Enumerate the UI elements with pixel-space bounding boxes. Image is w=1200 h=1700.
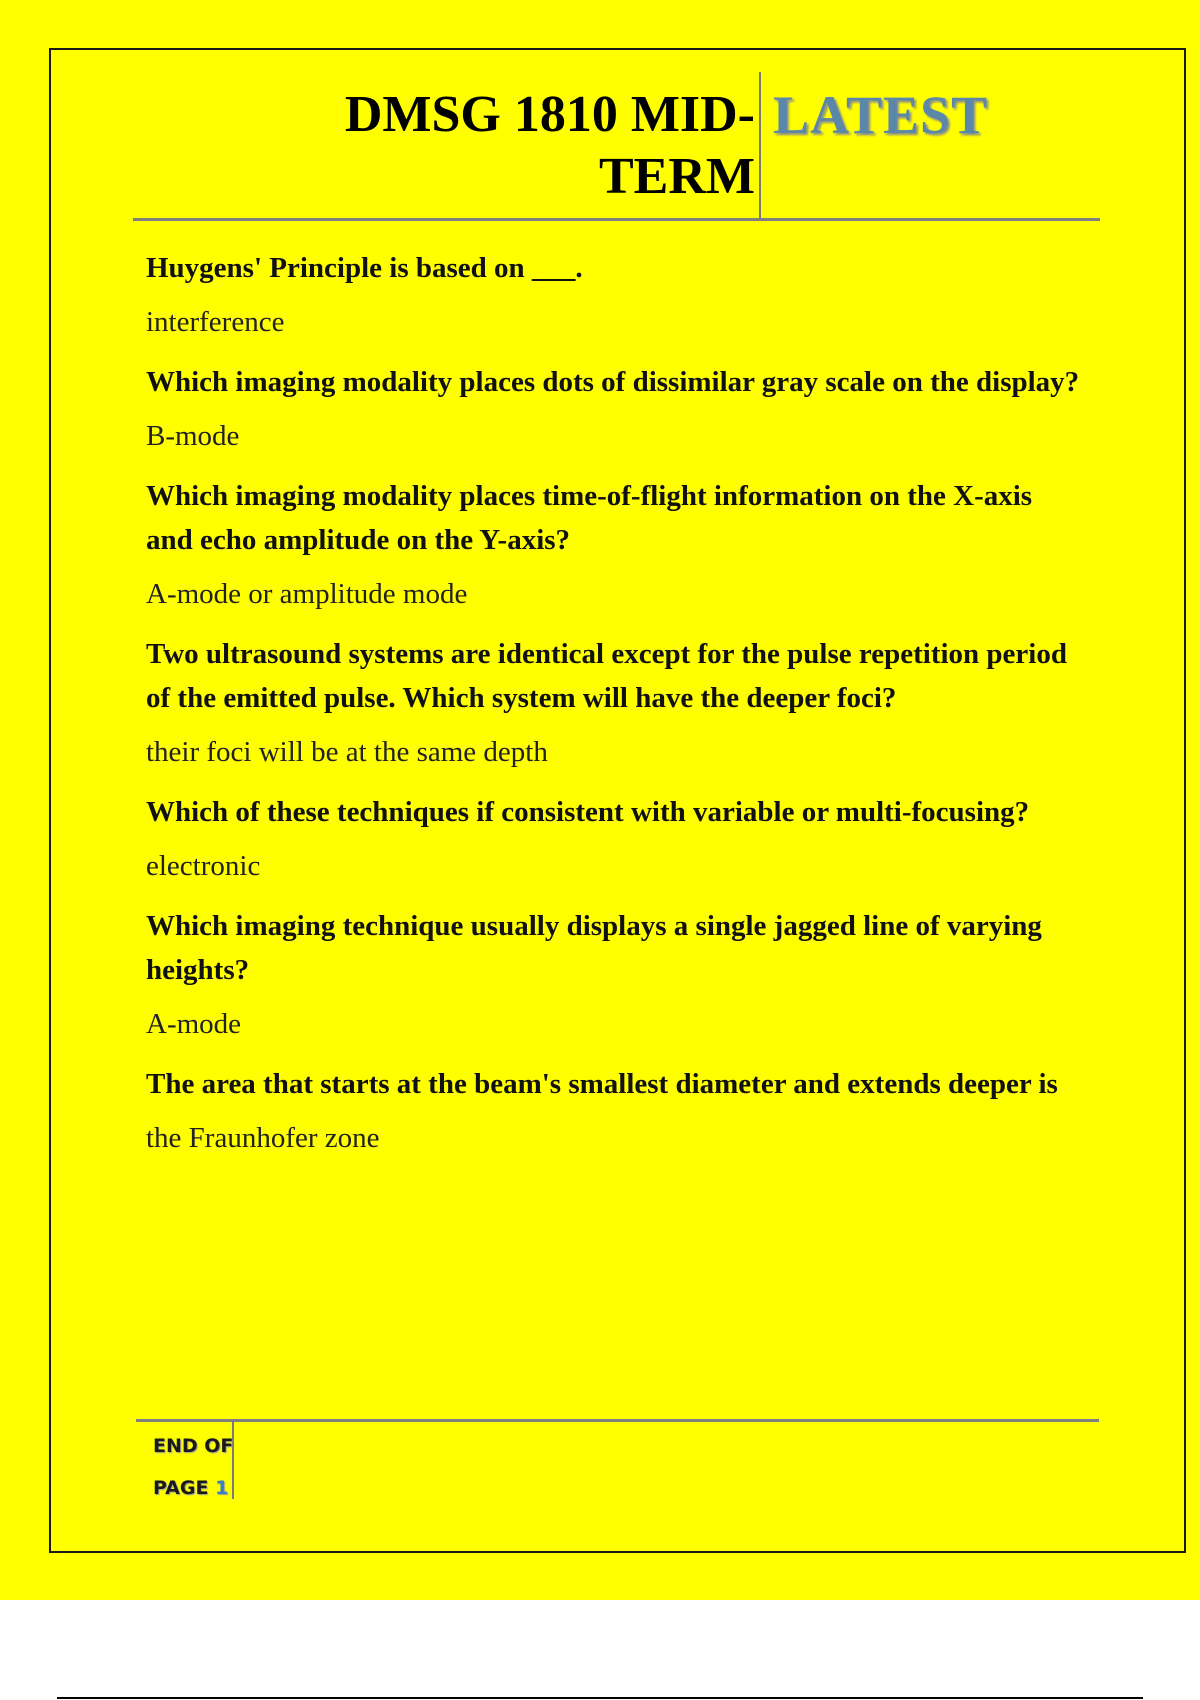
question: Huygens' Principle is based on ___. bbox=[146, 252, 583, 284]
footer-line-1: END OF bbox=[153, 1435, 234, 1457]
latest-badge: LATEST bbox=[773, 85, 989, 145]
question: Which imaging modality places time-of-flight information on the X-axis and echo amplitude on the Y-axis? bbox=[146, 480, 1033, 556]
question: Which imaging modality places dots of dissimilar gray scale on the display? bbox=[146, 366, 1080, 398]
qa-item bbox=[146, 904, 1086, 1042]
document-title bbox=[133, 84, 755, 208]
footer-line-2 bbox=[153, 1467, 233, 1509]
qa-item bbox=[146, 632, 1086, 770]
footer-rule bbox=[136, 1419, 1099, 1422]
question: Which imaging technique usually displays a single jagged line of varying heights? bbox=[146, 910, 1042, 986]
answer: electronic bbox=[146, 850, 261, 882]
qa-item bbox=[146, 360, 1086, 454]
qa-item bbox=[146, 246, 1086, 340]
qa-item bbox=[146, 790, 1086, 884]
page-footer bbox=[153, 1425, 233, 1509]
question: The area that starts at the beam's smallest diameter and extends deeper is bbox=[146, 1068, 1058, 1100]
header-rule bbox=[133, 218, 1100, 221]
question: Two ultrasound systems are identical except for the pulse repetition period of the emitted pulse. Which system will have the deeper foci? bbox=[146, 638, 1067, 714]
title-divider bbox=[759, 72, 761, 220]
answer: interference bbox=[146, 306, 285, 338]
answer: B-mode bbox=[146, 420, 240, 452]
answer: the Fraunhofer zone bbox=[146, 1122, 380, 1154]
answer: A-mode or amplitude mode bbox=[146, 578, 468, 610]
qa-item bbox=[146, 474, 1086, 612]
qa-item bbox=[146, 1062, 1086, 1156]
title-line-2: TERM bbox=[599, 148, 755, 205]
page-number: 1 bbox=[215, 1477, 229, 1499]
footer-page-label: PAGE bbox=[153, 1477, 209, 1499]
title-line-1: DMSG 1810 MID- bbox=[344, 86, 755, 143]
qa-list bbox=[146, 246, 1086, 1176]
document-header bbox=[133, 72, 1100, 220]
question: Which of these techniques if consistent with variable or multi-focusing? bbox=[146, 796, 1030, 828]
answer: A-mode bbox=[146, 1008, 242, 1040]
answer: their foci will be at the same depth bbox=[146, 736, 548, 768]
bottom-rule bbox=[57, 1697, 1143, 1699]
